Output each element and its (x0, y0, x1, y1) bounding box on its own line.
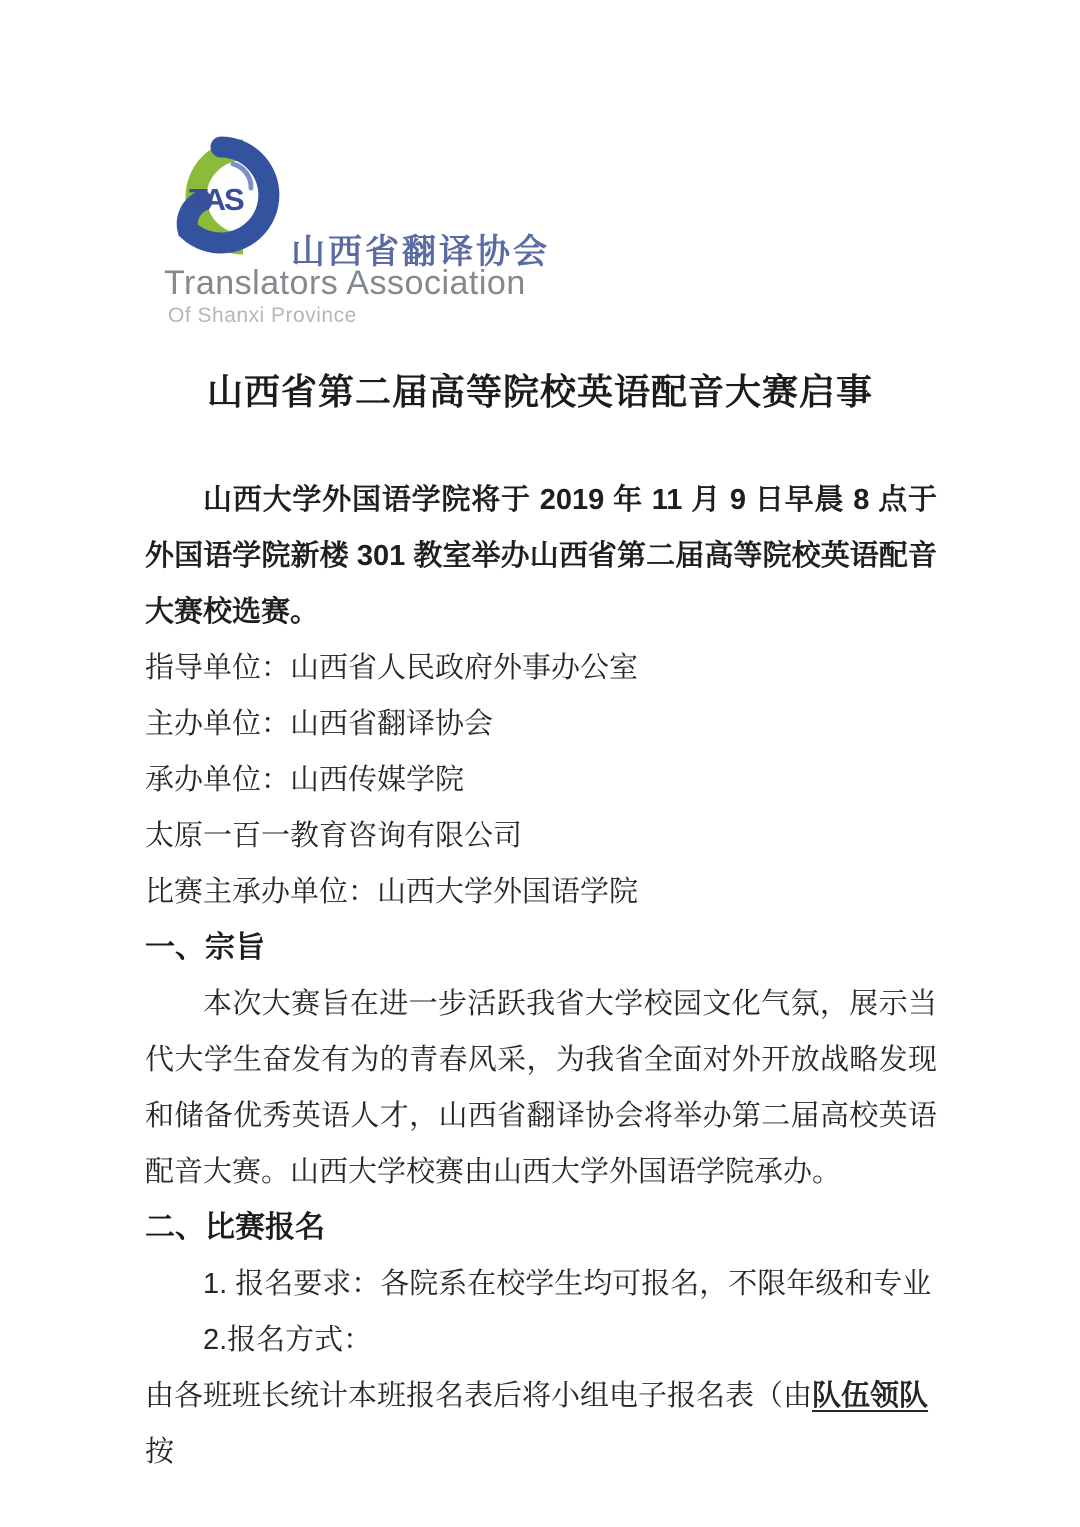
document-body (145, 472, 937, 1480)
tas-logo (163, 128, 593, 328)
logo-en-subtitle: Of Shanxi Province (168, 304, 357, 327)
registration-method-label: 2.报名方式： (203, 1324, 373, 1356)
org-line-host: 主办单位：山西省翻译协会 (145, 708, 494, 740)
tas-monogram-text: TAS (189, 182, 243, 217)
registration-method-paragraph (145, 1368, 937, 1480)
section-purpose-heading: 一、宗旨 (145, 931, 265, 964)
org-line-undertaker: 承办单位：山西传媒学院 (145, 764, 465, 796)
intro-paragraph: 山西大学外国语学院将于 2019 年 11 月 9 日早晨 8 点于外国语学院新楼 301 教室举办山西省第二届高等院校英语配音大赛校选赛。 (145, 484, 937, 628)
org-line-main-undertaker: 比赛主承办单位：山西大学外国语学院 (145, 876, 639, 908)
section-purpose-body: 本次大赛旨在进一步活跃我省大学校园文化气氛，展示当代大学生奋发有为的青春风采，为我省全面对外开放战略发现和储备优秀英语人才，山西省翻译协会将举办第二届高校英语配音大赛。山西大学校赛由山西大学外国语学院承办。 (145, 988, 937, 1188)
logo-cn-name: 山西省翻译协会 (291, 233, 550, 271)
registration-requirement: 1. 报名要求：各院系在校学生均可报名，不限年级和专业 (203, 1268, 932, 1300)
page-title: 山西省第二届高等院校英语配音大赛启事 (206, 371, 873, 412)
method-text-prefix: 由各班班长统计本班报名表后将小组电子报名表（由 (145, 1380, 813, 1412)
section-registration-heading: 二、比赛报名 (145, 1211, 325, 1244)
org-line-undertaker-2: 太原一百一教育咨询有限公司 (145, 820, 523, 852)
team-leader-emphasis: 队伍领队 (812, 1380, 929, 1412)
method-text-suffix: 按 (145, 1436, 175, 1468)
org-line-guidance: 指导单位：山西省人民政府外事办公室 (145, 652, 639, 684)
logo-en-name: Translators Association (164, 264, 526, 302)
